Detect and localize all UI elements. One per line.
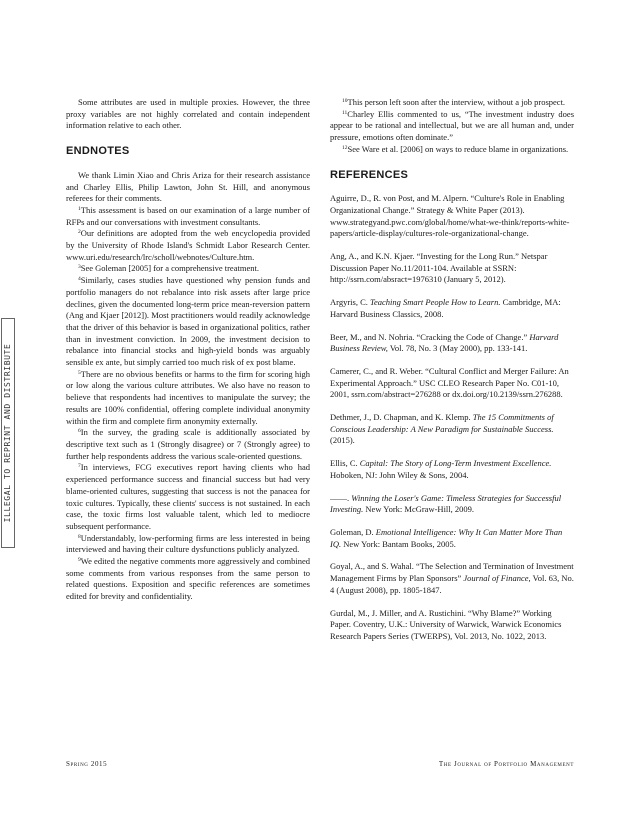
endnote-number: 11 [342,109,348,116]
watermark-text: ILLEGAL TO REPRINT AND DISTRIBUTE [1,318,15,548]
endnote-text: Understandably, low-performing firms are less interested in being interviewed and having their culture dysfunctions publicly analyzed. [66,532,310,555]
reference-entry [330,297,574,320]
endnote-number: 12 [342,144,348,151]
endnote-10 [330,97,574,109]
reference-text: New York: McGraw-Hill, 2009. [363,504,475,515]
reference-entry [330,458,574,481]
reference-text: Dethmer, J., D. Chapman, and K. Klemp. [330,412,473,423]
endnote-1 [66,205,310,228]
endnote-text: Our definitions are adopted from the web encyclopedia provided by the University of Rhode Island's Schmidt Labor Research Center. www.uri.edu/research/lrc/scholl/webnotes/Culture.htm. [66,228,310,262]
acknowledgement: We thank Limin Xiao and Chris Ariza for their research assistance and Charley Ellis, Philip Lawton, John St. Hill, and anonymous referees for their comments. [66,169,310,204]
intro-paragraph: Some attributes are used in multiple proxies. However, the three proxy variables are not highly correlated and contain independent information relative to each other. [66,97,310,131]
reference-text: Vol. 63, No. 4 (August 2008), pp. 1805-1847. [330,573,574,595]
reference-title: Journal of Finance, [463,573,531,584]
endnote-text: Similarly, cases studies have questioned why pension funds and portfolio managers do not rebalance into risk assets after large price declines, given the documented long-term price mean-reversion pattern (Ang and Kjaer [2012]). Most practitioners would readily acknowledge that the driver of this behavior is based in organizational politics, rather than in investment conviction. In 2009, the investment decision to rebalance into financial stocks and high-yield bonds was arguably sensible ex ante, but simply carried too much risk of ex post blame. [66,275,310,368]
reference-text: Ellis, C. [330,458,360,469]
endnote-11 [330,109,574,144]
endnotes-heading: ENDNOTES [66,145,130,158]
reference-title: Emotional Intelligence: Why It Can Matter More Than IQ. [330,526,563,549]
reference-entry [330,193,574,240]
reference-title: Capital: The Story of Long-Term Investment Excellence. [359,458,552,469]
reference-entry [330,332,574,355]
reference-text: Gurdal, M., J. Miller, and A. Rustichini. “Why Blame?” Working Paper. Coventry, U.K.: University of Warwick, Warwick Economics Research Papers Series (TWERPS), Vol. 2013, No. 1022, 2013. [330,607,562,641]
reference-entry [330,527,574,550]
endnote-4 [66,275,310,369]
endnote-number: 6 [78,428,81,435]
reference-title: Harvard Business Review, [330,331,559,354]
reference-entry [330,412,574,447]
endnote-text: Charley Ellis commented to us, “The investment industry does appear to be rational and intellectual, but we are all human and, under pressure, emotions often dominate.” [330,108,574,143]
endnote-text: This person left soon after the interview, without a job prospect. [347,97,566,107]
left-column [66,97,310,603]
reference-text: Argyris, C. [330,297,370,308]
reference-text: Beer, M., and N. Nohria. “Cracking the Code of Change.” [330,331,530,342]
reference-title: Teaching Smart People How to Learn. [370,297,501,308]
endnote-text: In interviews, FCG executives report having clients who had experienced performance success and financial success but had very blame-oriented cultures, suggesting that success is not the panacea for toxic cultures. Typically, these clients' success is not sustained. In each case, the toxic firms lost valuable talent, which led to mediocre subsequent performance. [66,462,310,531]
reference-title: Winning the Loser's Game: Timeless Strategies for Successful Investing. [330,492,562,515]
reference-text: Aguirre, D., R. von Post, and M. Alpern. “Culture's Role in Enabling Organizational Change.” Strategy & White Paper (2013). www.strategyand.pwc.com/global/home/what-we-think/reports-white-papers/article-display/cultures-role-organizational-change. [330,193,570,239]
endnote-2 [66,228,310,263]
reference-text: Camerer, C., and R. Weber. “Cultural Conflict and Merger Failure: An Experimental Approach.” USC CLEO Research Paper No. C01-10, 2001, ssrn.com/abstract=276288 or dx.doi.org/10.2139/ssrn.276288. [330,365,569,400]
endnote-text: See Goleman [2005] for a comprehensive treatment. [80,263,259,274]
endnote-number: 9 [78,557,81,564]
endnote-number: 3 [78,264,81,271]
endnote-number: 2 [78,229,81,236]
endnote-text: This assessment is based on our examination of a large number of RFPs and our conversations with investment consultants. [66,204,310,227]
endnote-number: 10 [342,98,348,104]
reference-text: Hoboken, NJ: John Wiley & Sons, 2004. [330,469,469,480]
endnote-3 [66,263,310,275]
reference-text: ——. [330,492,352,503]
right-column [330,97,574,654]
endnote-8 [66,533,310,556]
footer-issue: Spring 2015 [66,760,108,768]
endnote-number: 4 [78,276,81,283]
endnote-9 [66,556,310,603]
reference-text: Cambridge, MA: Harvard Business Classics, 2008. [330,297,561,319]
copyright-watermark [0,318,16,548]
reference-text: New York: Bantam Books, 2005. [341,538,456,549]
reference-text: Goyal, A., and S. Wahal. “The Selection and Termination of Investment Management Firms by Plan Sponsors” [330,561,574,584]
endnote-5 [66,369,310,428]
endnote-number: 8 [78,533,81,540]
endnote-text: There are no obvious benefits or harms to the firm for scoring high or low along the various culture attributes. We also have no reason to believe that respondents had incentives to manipulate the survey; the results are 100% confidential, offering complete individual anonymity within the firm and complete firm anonymity externally. [66,368,310,426]
reference-text: (2015). [330,435,355,446]
reference-text: Ang, A., and K.N. Kjaer. “Investing for the Long Run.” Netspar Discussion Paper No.11/2011-104. Available at SSRN: http://ssrn.com/absract=1976310 (January 5, 2012). [330,251,548,285]
endnote-text: We edited the negative comments more aggressively and combined some comments from various responses from the same person to related questions. Exposition and specific references are sometimes edited for brevity and confidentiality. [66,556,310,602]
reference-entry [330,561,574,596]
reference-entry [330,493,574,516]
endnote-6 [66,427,310,462]
reference-entry [330,608,574,643]
footer-journal-title: The Journal of Portfolio Management [438,760,574,768]
reference-text: Goleman, D. [330,526,376,537]
endnote-12 [330,144,574,156]
reference-entry [330,366,574,401]
endnote-number: 5 [78,369,81,376]
endnote-text: In the survey, the grading scale is additionally associated by descriptive text such as 1 (Strongly disagree) or 7 (Strongly agree) to further help respondents address the various scale-oriented questions. [66,427,310,461]
endnote-number: 7 [78,463,81,470]
endnote-7 [66,462,310,532]
endnote-number: 1 [78,205,81,212]
endnote-text: See Ware et al. [2006] on ways to reduce blame in organizations. [347,143,569,154]
reference-title: The 15 Commitments of Conscious Leadership: A New Paradigm for Sustainable Success. [330,412,554,434]
reference-entry [330,251,574,286]
reference-text: Vol. 78, No. 3 (May 2000), pp. 133-141. [387,343,528,354]
references-heading: REFERENCES [330,168,409,181]
